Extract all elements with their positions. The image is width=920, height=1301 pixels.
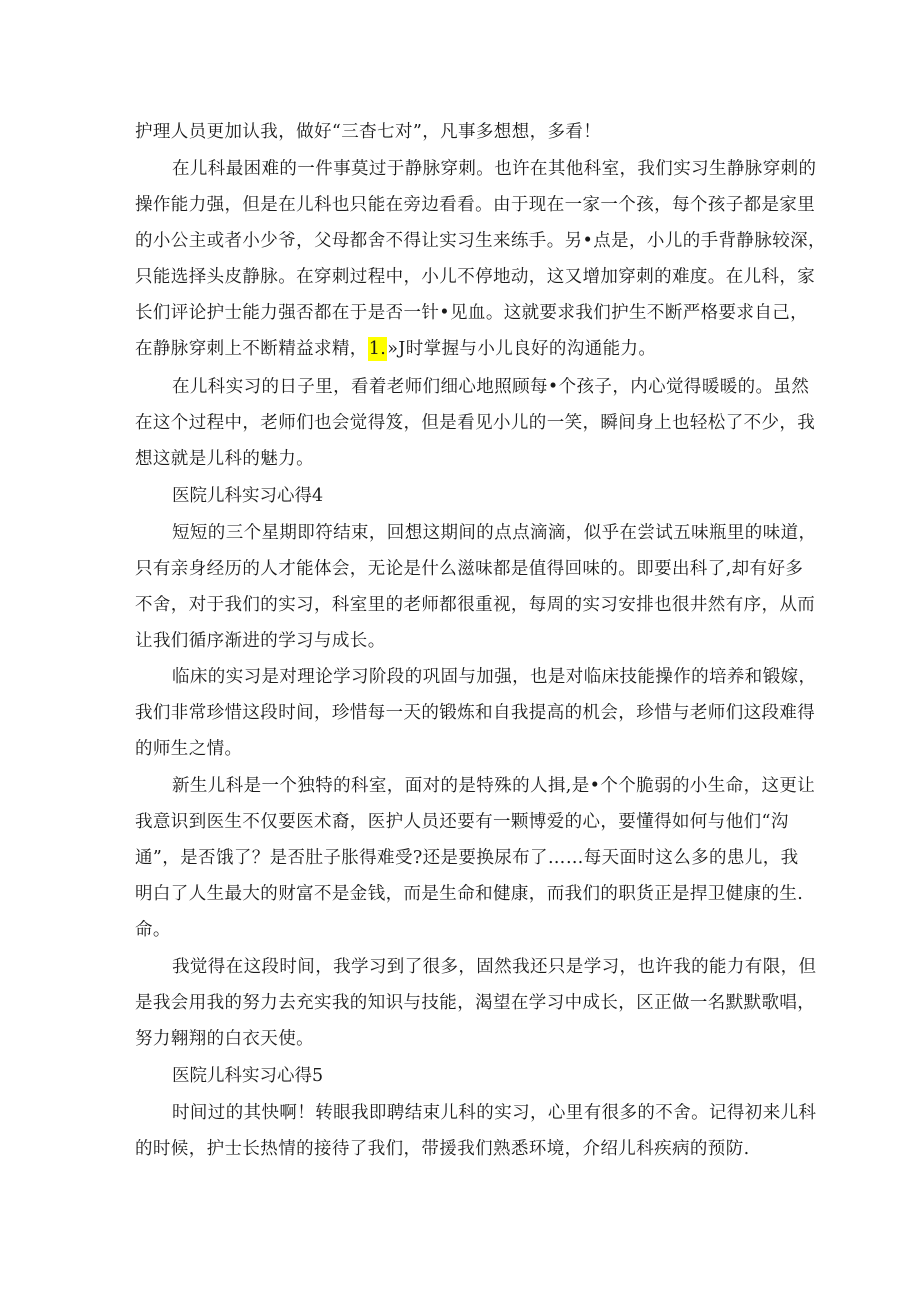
body-text-segment: »J时掌握与小儿良好的沟通能力。	[387, 339, 657, 359]
body-text-line: 护理人员更加认我，做好“三杳七对”，凡事多想想，多看！	[135, 122, 602, 142]
body-text-line: 想这就是儿科的魅力。	[135, 449, 314, 469]
body-text-line: 我们非常珍惜这段时间，珍惜每一天的锻炼和自我提高的机会，珍惜与老师们这段难得	[135, 703, 816, 723]
body-text-line: 的时候，护士长热情的接待了我们，带援我们熟悉环境，介绍儿科疾病的预防.	[135, 1139, 750, 1159]
body-text-line: 不舍，对于我们的实习，科室里的老师都很重视，每周的实习安排也很井然有序，从而	[135, 595, 816, 615]
body-text-line: 的师生之情。	[135, 739, 243, 759]
highlighted-text: 1.	[368, 339, 387, 359]
body-text-segment: 在静脉穿刺上不断精益求精，	[135, 339, 368, 359]
body-text-line: 努力翱翔的白衣天使。	[135, 1029, 314, 1049]
section-heading: 医院儿科实习心得4	[172, 486, 324, 506]
section-heading: 医院儿科实习心得5	[172, 1066, 324, 1086]
body-text-line: 的小公主或者小少爷，父母都舍不得让实习生来练手。另•点是，小儿的手背静脉较深，	[135, 231, 826, 251]
paragraph-first-line: 我觉得在这段时间，我学习到了很多，固然我还只是学习，也许我的能力有限，但	[172, 957, 817, 977]
body-text-line: 让我们循序渐进的学习与成长。	[135, 631, 386, 651]
paragraph-first-line: 临床的实习是对理论学习阶段的巩固与加强，也是对临床技能操作的培养和锻嫁，	[172, 667, 817, 687]
body-text-line	[135, 338, 785, 360]
body-text-line: 明白了人生最大的财富不是金钱，而是生命和健康，而我们的职货正是捍卫健康的生.	[135, 884, 804, 904]
body-text-line: 通”，是否饿了？是否肚子胀得难受?还是要换尿布了……每天面时这么多的患儿，我	[135, 848, 799, 868]
paragraph-first-line: 在儿科最困难的一件事莫过于静脉穿刺。也许在其他科室，我们实习生静脉穿刺的	[172, 159, 817, 179]
body-text-line: 是我会用我的努力去充实我的知识与技能，渴望在学习中成长，区正做一名默默歌唱，	[135, 993, 816, 1013]
body-text-line: 操作能力强，但是在儿科也只能在旁边看看。由于现在一家一个孩，每个孩子都是家里	[135, 195, 816, 215]
body-text-line: 只有亲身经历的人才能体会，无论是什么滋味都是值得回味的。即要出科了,却有好多	[135, 559, 804, 579]
paragraph-first-line: 在儿科实习的日子里，看着老师们细心地照顾每•个孩子，内心觉得暖暖的。虽然	[172, 377, 810, 397]
body-text-line: 命。	[135, 920, 171, 940]
paragraph-first-line: 新生儿科是一个独特的科室，面对的是特殊的人揖,是•个个脆弱的小生命，这更让	[172, 776, 816, 796]
body-text-line: 在这个过程中，老师们也会觉得笈，但是看见小儿的一笑，瞬间身上也轻松了不少，我	[135, 413, 816, 433]
body-text-line: 只能选择头皮静脉。在穿刺过程中，小儿不停地动，这又增加穿刺的难度。在儿科，家	[135, 267, 816, 287]
body-text-line: 我意识到医生不仅要医术裔，医护人员还要有一颗博爱的心，要懂得如何与他们“沟	[135, 812, 789, 832]
body-text-line: 长们评论护士能力强否都在于是否一针•见血。这就要求我们护生不断严格要求自己，	[135, 303, 809, 323]
paragraph-first-line: 时间过的其快啊！转眼我即聘结束儿科的实习，心里有很多的不舍。记得初来儿科	[172, 1103, 817, 1123]
paragraph-first-line: 短短的三个星期即符结束，回想这期间的点点滴滴，似乎在尝试五味瓶里的味道，	[172, 523, 817, 543]
